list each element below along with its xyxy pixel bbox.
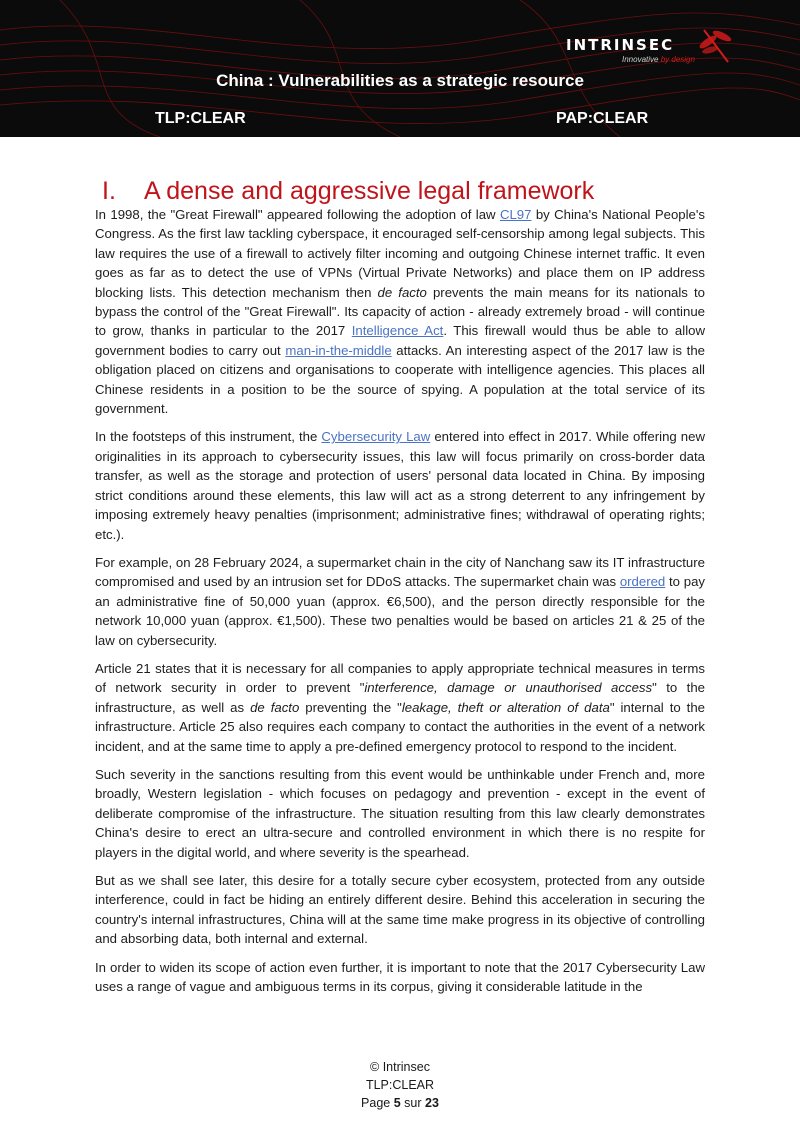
pap-label: PAP:CLEAR <box>556 110 649 127</box>
text-run: preventing the " <box>299 699 402 715</box>
paragraph-6: But as we shall see later, this desire for a totally secure cyber ecosystem, protected from any outside interference, could in fact be hiding an entirely different desire. Behind this acceleration in securing the country's internal infrastructures, China will at the same time make progress in its objective of controlling and absorbing data, both internal and external. <box>95 873 705 947</box>
paragraph-7: In order to widen its scope of action even further, it is important to note that the 2017 Cybersecurity Law uses a range of vague and ambiguous terms in its corpus, giving it considerable latitude in the <box>95 959 705 995</box>
tagline-prefix: Innovative <box>622 55 659 64</box>
text-run: attacks. An interesting aspect of the 2017 law is the obligation placed on citizens and organisations to cooperate with intelligence agencies. This places all Chinese residents in a position to be the source of spying. A population at the total service of its government. <box>95 342 705 417</box>
paragraph-4 <box>95 659 705 756</box>
page-total: 23 <box>425 1096 439 1110</box>
text-run: " to the infrastructure, as well as <box>95 680 705 715</box>
banner-swirl-decoration <box>0 0 800 137</box>
emphasis-quote-1: interference, damage or unauthorised access <box>364 680 653 696</box>
page-number <box>0 1094 800 1112</box>
link-intelligence-act[interactable]: Intelligence Act <box>351 323 444 339</box>
link-cl97[interactable]: CL97 <box>499 207 532 222</box>
paragraph-1 <box>95 205 705 418</box>
section-heading <box>102 177 594 206</box>
link-ordered[interactable]: ordered <box>619 574 666 590</box>
link-man-in-the-middle[interactable]: man-in-the-middle <box>285 342 392 358</box>
paragraph-3 <box>95 553 705 650</box>
paragraph-2 <box>95 427 705 543</box>
dragonfly-icon <box>696 26 736 66</box>
link-cybersecurity-law[interactable]: Cybersecurity Law <box>321 429 431 445</box>
text-run: prevents the main means for its nationals to bypass the control of the "Great Firewall". Its capacity of action - already extremely broad - will continue to grow, thanks in particular to the 2017 <box>95 284 705 339</box>
text-run: . This firewall would thus be able to allow government bodies to carry out <box>95 323 705 358</box>
text-run: entered into effect in 2017. While offering new originalities in its approach to cybersecurity issues, this law will focus primarily on cross-border data transfer, as well as the storage and protection of users' personal data located in China. By imposing strict conditions around these elements, this law will act as a strong deterrent to any infringement by imposing extremely heavy penalties (imprisonment; administrative fines; withdrawal of operating rights; etc.). <box>95 429 706 542</box>
tlp-label: TLP:CLEAR <box>155 110 246 127</box>
header-banner <box>0 0 800 137</box>
section-title: A dense and aggressive legal framework <box>144 176 595 205</box>
page-separator: sur <box>404 1096 422 1110</box>
tagline-accent: by design <box>660 55 695 64</box>
logo-tagline <box>622 55 695 64</box>
section-number: I. <box>102 176 116 205</box>
emphasis-de-facto: de facto <box>377 284 427 300</box>
page-prefix: Page <box>361 1096 391 1110</box>
emphasis-de-facto: de facto <box>250 699 300 715</box>
text-run: to pay an administrative fine of 50,000 yuan (approx. €6,500), and the person directly responsible for the network 10,000 yuan (approx. €1,500). These two penalties would be based on articles 21 & 25 of the law on cybersecurity. <box>95 574 706 648</box>
text-run: In the footsteps of this instrument, the <box>95 429 322 445</box>
footer-tlp: TLP:CLEAR <box>365 1078 435 1092</box>
emphasis-quote-2: leakage, theft or alteration of data <box>401 699 610 715</box>
paragraph-5: Such severity in the sanctions resulting from this event would be unthinkable under French and, more broadly, Western legislation - which focuses on pedagogy and prevention - except in the event of deliberate compromise of the infrastructure. The situation resulting from this law clearly demonstrates China's desire to erect an ultra-secure and controlled environment in which there is no respite for players in the digital world, and where severity is the spearhead. <box>95 766 705 860</box>
page-footer <box>0 1058 800 1112</box>
text-run: In 1998, the "Great Firewall" appeared following the adoption of law <box>95 207 500 222</box>
text-run: For example, on 28 February 2024, a supermarket chain in the city of Nanchang saw its IT infrastructure compromised and used by an intrusion set for DDoS attacks. The supermarket chain was <box>95 554 705 590</box>
intrinsec-logo: INTRINSEC <box>566 36 675 54</box>
text-run: Article 21 states that it is necessary for all companies to apply appropriate technical measures in terms of network security in order to prevent " <box>95 660 705 696</box>
footer-copyright: © Intrinsec <box>370 1060 430 1074</box>
text-run: " internal to the infrastructure. Article 25 also requires each company to contact the authorities in the event of a network incident, and at the same time to apply a pre-defined emergency protocol to respond to the incident. <box>95 699 705 754</box>
text-run: by China's National People's Congress. As the first law tackling cyberspace, it encouraged self-censorship among legal subjects. This law requires the use of a firewall to actively filter incoming and outgoing Chinese internet traffic. It even goes as far as to detect the use of VPNs (Virtual Private Networks) and place them on IP address blocking lists. This detection mechanism then <box>95 207 705 300</box>
document-title: China : Vulnerabilities as a strategic resource <box>216 71 584 90</box>
body-text <box>95 205 705 1005</box>
page-current: 5 <box>393 1096 401 1110</box>
